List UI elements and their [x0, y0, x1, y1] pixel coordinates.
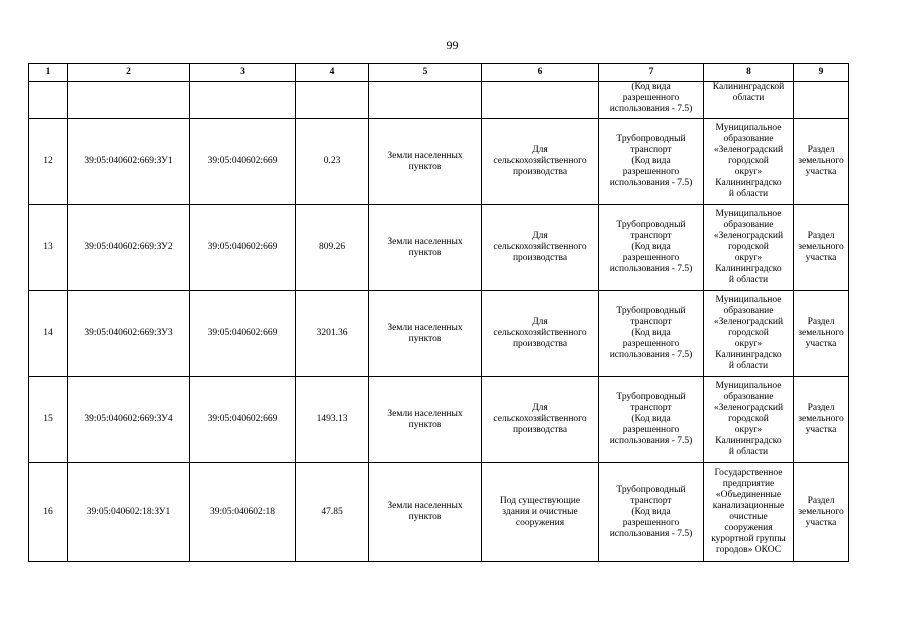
text-line: (Код вида [631, 82, 671, 92]
text-line: сельскохозяйственного [493, 328, 587, 338]
text-line: образование [723, 134, 774, 144]
text-line: (Код вида [631, 328, 671, 338]
use-type-cell [599, 119, 704, 205]
text-line: Трубопроводный [616, 220, 686, 230]
text-line: участка [805, 339, 837, 349]
text-line: Государственное [714, 468, 783, 478]
table-row [29, 205, 849, 291]
text-line: й области [728, 447, 769, 457]
column-header: 7 [599, 64, 704, 82]
text-line: транспорт [630, 495, 672, 506]
parent-plot-cell: 39:05:040602:669 [190, 205, 296, 291]
text-line: Калининградско [715, 178, 782, 188]
text-line: разрешенного [622, 253, 680, 263]
table-row [29, 291, 849, 377]
text-line: разрешенного [622, 93, 680, 103]
text-line: здания и очистные [502, 506, 578, 517]
text-line: городской [728, 328, 769, 338]
text-line: Трубопроводный [616, 484, 686, 495]
text-line: производства [512, 425, 568, 435]
text-line: участка [805, 425, 837, 435]
text-line: очистные [729, 512, 768, 522]
parent-plot-cell: 39:05:040602:669 [190, 291, 296, 377]
text-line: Калининградской [712, 82, 785, 92]
cadastral-number-cell: 39:05:040602:669:ЗУ4 [68, 377, 190, 463]
text-line: использования - 7.5) [609, 264, 693, 274]
text-line: «Зеленоградский [713, 317, 784, 327]
text-line: земельного [798, 328, 844, 338]
text-line: образование [723, 392, 774, 402]
text-line: разрешенного [622, 517, 680, 528]
text-line: Раздел [807, 495, 835, 506]
cadastral-number-cell: 39:05:040602:669:ЗУ1 [68, 119, 190, 205]
text-line: сооружения [724, 523, 773, 533]
text-line: разрешенного [622, 339, 680, 349]
text-line: земельного [798, 242, 844, 252]
text-line: Для [532, 145, 548, 155]
action-cell [794, 463, 849, 562]
column-header: 8 [704, 64, 794, 82]
empty-cell [482, 82, 599, 119]
text-line: Раздел [807, 317, 835, 327]
header-row [29, 64, 849, 82]
text-line: городской [728, 414, 769, 424]
text-line: сооружения [515, 517, 565, 528]
text-line: сельскохозяйственного [493, 242, 587, 252]
land-category-cell [369, 291, 482, 377]
text-line: Муниципальное [715, 295, 782, 305]
text-line: Раздел [807, 145, 835, 155]
column-header: 3 [190, 64, 296, 82]
owner-cell [704, 119, 794, 205]
table-row [29, 119, 849, 205]
text-line: Для [532, 231, 548, 241]
row-number-cell: 12 [29, 119, 68, 205]
text-line: предприятие [722, 479, 775, 489]
land-category-cell [369, 463, 482, 562]
text-line: (Код вида [631, 506, 671, 517]
area-cell: 1493.13 [296, 377, 369, 463]
continuation-row [29, 82, 849, 119]
text-line: образование [723, 306, 774, 316]
use-type-cell [599, 291, 704, 377]
column-header: 9 [794, 64, 849, 82]
use-type-cell [599, 377, 704, 463]
owner-cell [704, 377, 794, 463]
text-line: сельскохозяйственного [493, 414, 587, 424]
text-line: пунктов [408, 419, 442, 430]
table-row [29, 377, 849, 463]
empty-cell [68, 82, 190, 119]
empty-cell [29, 82, 68, 119]
text-line: Калининградско [715, 350, 782, 360]
text-line: пунктов [408, 512, 442, 522]
page-number: 99 [446, 38, 459, 52]
owner-cell [704, 291, 794, 377]
area-cell: 3201.36 [296, 291, 369, 377]
text-line: Раздел [807, 231, 835, 241]
text-line: транспорт [630, 317, 672, 327]
text-line: сельскохозяйственного [493, 156, 587, 166]
text-line: Муниципальное [715, 209, 782, 219]
cadastral-number-cell: 39:05:040602:18:ЗУ1 [68, 463, 190, 562]
land-plots-table [28, 63, 849, 562]
table-row [29, 463, 849, 562]
text-line: земельного [798, 156, 844, 166]
text-line: Земли населенных [387, 150, 463, 161]
parent-plot-cell: 39:05:040602:669 [190, 119, 296, 205]
permitted-use-cell [482, 463, 599, 562]
empty-cell [369, 82, 482, 119]
permitted-use-cell [482, 119, 599, 205]
area-cell: 0.23 [296, 119, 369, 205]
text-line: Раздел [807, 403, 835, 413]
text-line: использования - 7.5) [609, 436, 693, 446]
text-line: й области [728, 361, 769, 371]
text-line: «Зеленоградский [713, 231, 784, 241]
text-line: Калининградско [715, 436, 782, 446]
text-line: Для [532, 317, 548, 327]
text-line: канализационные [712, 501, 785, 511]
owner-cell [704, 463, 794, 562]
text-line: пунктов [408, 161, 442, 172]
land-category-cell [369, 377, 482, 463]
text-line: образование [723, 220, 774, 230]
text-line: городской [728, 242, 769, 252]
row-number-cell: 14 [29, 291, 68, 377]
text-line: округ» [734, 167, 763, 177]
owner-cell [704, 82, 794, 119]
action-cell [794, 119, 849, 205]
text-line: Земли населенных [387, 236, 463, 247]
text-line: Трубопроводный [616, 134, 686, 144]
empty-cell [296, 82, 369, 119]
text-line: участка [805, 253, 837, 263]
text-line: пунктов [408, 333, 442, 344]
action-cell [794, 377, 849, 463]
use-type-cell [599, 82, 704, 119]
area-cell: 47.85 [296, 463, 369, 562]
text-line: разрешенного [622, 167, 680, 177]
text-line: Муниципальное [715, 381, 782, 391]
text-line: (Код вида [631, 414, 671, 424]
text-line: «Объединенные [715, 490, 782, 500]
permitted-use-cell [482, 205, 599, 291]
row-number-cell: 15 [29, 377, 68, 463]
text-line: участка [805, 517, 837, 528]
text-line: пунктов [408, 247, 442, 258]
text-line: городов» ОКОС [715, 545, 782, 555]
text-line: Муниципальное [715, 123, 782, 133]
text-line: Калининградско [715, 264, 782, 274]
text-line: использования - 7.5) [609, 178, 693, 188]
text-line: округ» [734, 253, 763, 263]
parent-plot-cell: 39:05:040602:669 [190, 377, 296, 463]
use-type-cell [599, 463, 704, 562]
column-header: 5 [369, 64, 482, 82]
text-line: Трубопроводный [616, 306, 686, 316]
empty-cell [190, 82, 296, 119]
column-header: 2 [68, 64, 190, 82]
text-line: Земли населенных [387, 408, 463, 419]
text-line: Земли населенных [387, 322, 463, 333]
text-line: транспорт [630, 231, 672, 241]
column-header: 1 [29, 64, 68, 82]
area-cell: 809.26 [296, 205, 369, 291]
text-line: й области [728, 189, 769, 199]
text-line: Трубопроводный [616, 392, 686, 402]
text-line: городской [728, 156, 769, 166]
cadastral-number-cell: 39:05:040602:669:ЗУ2 [68, 205, 190, 291]
text-line: Земли населенных [387, 501, 463, 511]
text-line: округ» [734, 425, 763, 435]
text-line: использования - 7.5) [609, 104, 693, 114]
action-cell [794, 291, 849, 377]
text-line: транспорт [630, 403, 672, 413]
text-line: й области [728, 275, 769, 285]
text-line: использования - 7.5) [609, 350, 693, 360]
row-number-cell: 13 [29, 205, 68, 291]
text-line: земельного [798, 506, 844, 517]
land-category-cell [369, 205, 482, 291]
text-line: производства [512, 167, 568, 177]
parent-plot-cell: 39:05:040602:18 [190, 463, 296, 562]
text-line: курортной группы [711, 534, 786, 544]
text-line: Для [532, 403, 548, 413]
text-line: участка [805, 167, 837, 177]
cadastral-number-cell: 39:05:040602:669:ЗУ3 [68, 291, 190, 377]
text-line: «Зеленоградский [713, 145, 784, 155]
row-number-cell: 16 [29, 463, 68, 562]
text-line: использования - 7.5) [609, 528, 693, 539]
column-header: 6 [482, 64, 599, 82]
text-line: производства [512, 339, 568, 349]
text-line: (Код вида [631, 156, 671, 166]
permitted-use-cell [482, 377, 599, 463]
land-category-cell [369, 119, 482, 205]
text-line: Под существующие [499, 495, 581, 506]
column-header: 4 [296, 64, 369, 82]
text-line: области [732, 93, 765, 103]
text-line: земельного [798, 414, 844, 424]
text-line: транспорт [630, 145, 672, 155]
empty-cell [794, 82, 849, 119]
text-line: разрешенного [622, 425, 680, 435]
use-type-cell [599, 205, 704, 291]
permitted-use-cell [482, 291, 599, 377]
text-line: (Код вида [631, 242, 671, 252]
action-cell [794, 205, 849, 291]
text-line: производства [512, 253, 568, 263]
text-line: «Зеленоградский [713, 403, 784, 413]
text-line: округ» [734, 339, 763, 349]
owner-cell [704, 205, 794, 291]
